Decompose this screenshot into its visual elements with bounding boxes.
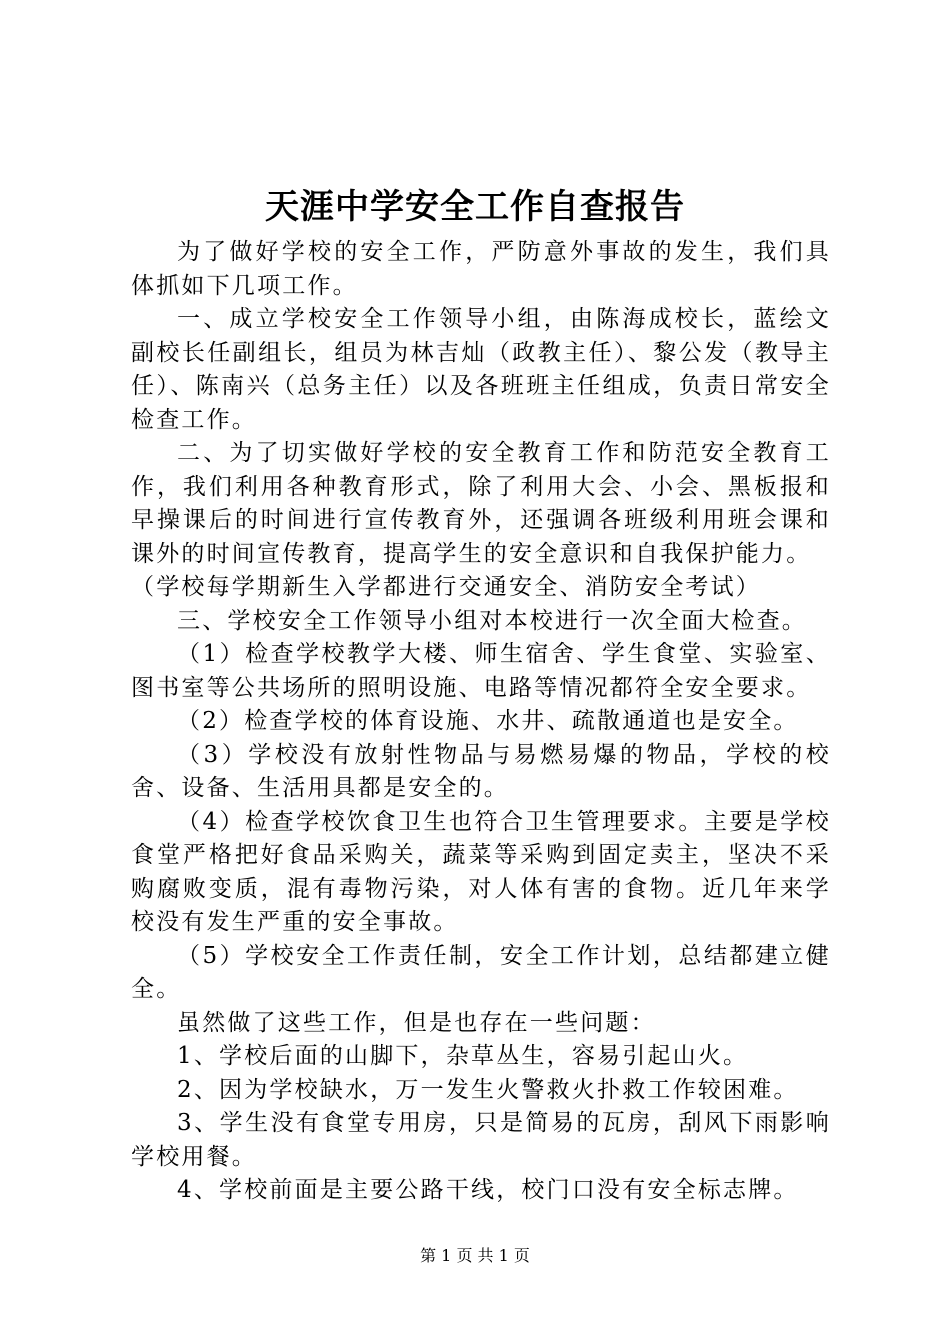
page-footer: 第 1 页 共 1 页	[420, 1246, 530, 1265]
paragraph-section-2: 二、为了切实做好学校的安全教育工作和防范安全教育工作，我们利用各种教育形式，除了利用大会、小会、黑板报和早操课后的时间进行宣传教育外，还强调各班级利用班会课和课外的时间宣传教育，提高学生的安全意识和自我保护能力。	[131, 440, 831, 567]
paragraph-section-1: 一、成立学校安全工作领导小组，由陈海成校长，蓝绘文副校长任副组长，组员为林吉灿（政教主任）、黎公发（教导主任）、陈南兴（总务主任）以及各班班主任组成，负责日常安全检查工作。	[131, 306, 831, 433]
paragraph-section-3: 三、学校安全工作领导小组对本校进行一次全面大检查。	[177, 607, 807, 634]
paragraph-problem-2: 2、因为学校缺水，万一发生火警救火扑救工作较困难。	[177, 1076, 799, 1103]
paragraph-check-5: （5）学校安全工作责任制，安全工作计划，总结都建立健全。	[131, 942, 831, 1002]
paragraph-check-4: （4）检查学校饮食卫生也符合卫生管理要求。主要是学校食堂严格把好食品采购关，蔬菜等采购到固定卖主，坚决不采购腐败变质，混有毒物污染，对人体有害的食物。近几年来学校没有发生严重的安全事故。	[131, 808, 831, 935]
paragraph-problem-3: 3、学生没有食堂专用房，只是简易的瓦房，刮风下雨影响学校用餐。	[131, 1110, 831, 1170]
paragraph-problem-1: 1、学校后面的山脚下，杂草丛生，容易引起山火。	[177, 1043, 749, 1069]
paragraph-section-2-note: （学校每学期新生入学都进行交通安全、消防安全考试）	[131, 574, 761, 600]
document-body	[131, 236, 831, 1208]
paragraph-problem-4: 4、学校前面是主要公路干线，校门口没有安全标志牌。	[177, 1177, 799, 1203]
paragraph-check-1: （1）检查学校教学大楼、师生宿舍、学生食堂、实验室、图书室等公共场所的照明设施、电路等情况都符全安全要求。	[131, 641, 831, 701]
paragraph-problems-intro: 虽然做了这些工作，但是也存在一些问题：	[177, 1009, 656, 1036]
paragraph-check-3: （3）学校没有放射性物品与易燃易爆的物品，学校的校舍、设备、生活用具都是安全的。	[131, 741, 831, 801]
paragraph-check-2: （2）检查学校的体育设施、水井、疏散通道也是安全。	[177, 708, 799, 734]
document-title: 天涯中学安全工作自查报告	[265, 187, 685, 227]
paragraph-intro: 为了做好学校的安全工作，严防意外事故的发生，我们具体抓如下几项工作。	[131, 239, 831, 299]
